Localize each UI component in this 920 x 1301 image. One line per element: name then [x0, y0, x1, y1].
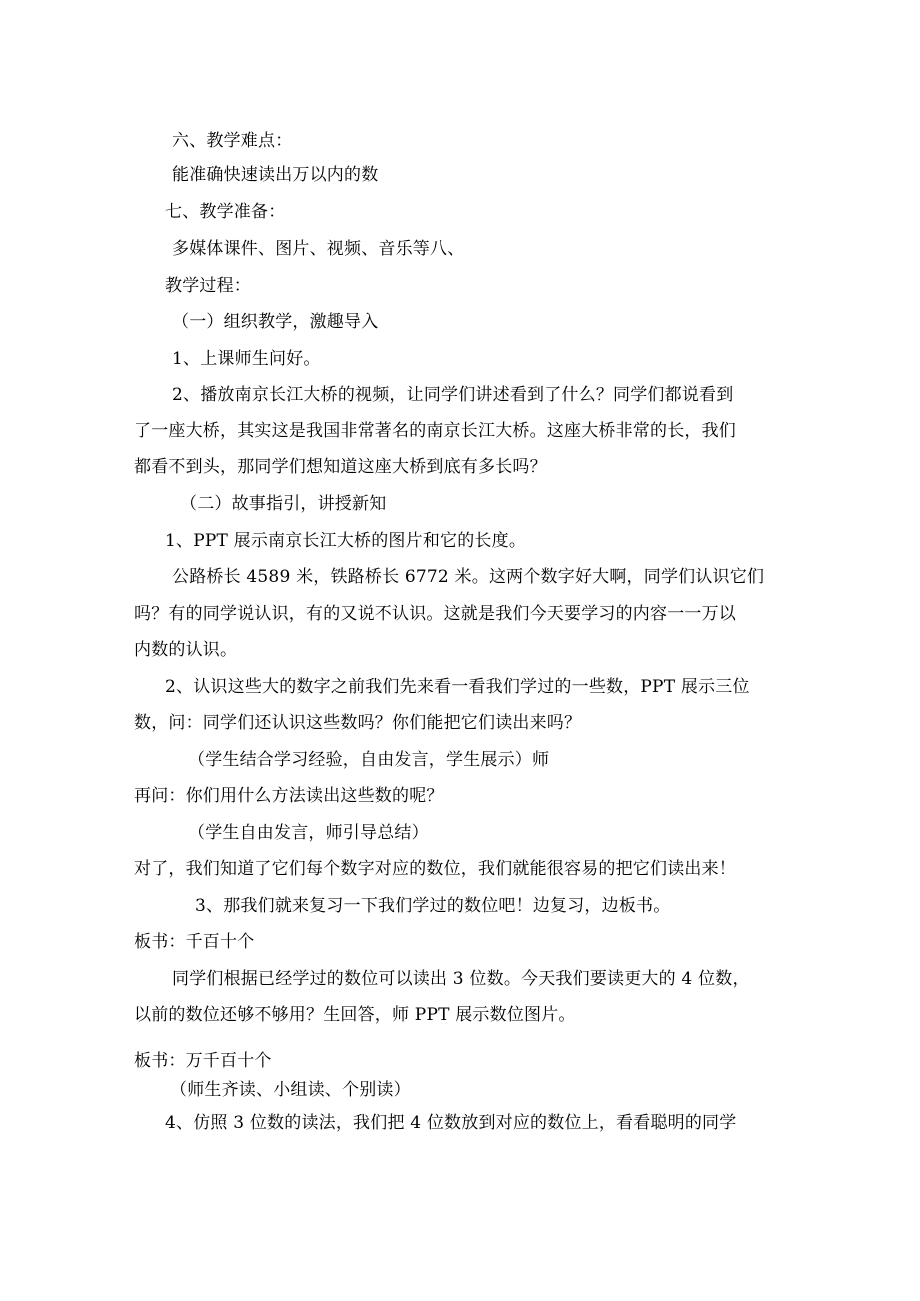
paragraph-line: 1、上课师生问好。 — [172, 349, 321, 369]
paragraph-line: 同学们根据已经学过的数位可以读出 3 位数。今天我们要读更大的 4 位数， — [172, 969, 750, 989]
paragraph-line: 多媒体课件、图片、视频、音乐等八、 — [172, 239, 465, 259]
paragraph-line: 4、仿照 3 位数的读法，我们把 4 位数放到对应的数位上，看看聪明的同学 — [165, 1113, 737, 1133]
board-writing-line: 板书：千百十个 — [134, 932, 255, 952]
paragraph-line: 1、PPT 展示南京长江大桥的图片和它的长度。 — [165, 531, 527, 551]
paragraph-line: （师生齐读、小组读、个别读） — [170, 1080, 411, 1100]
subsection-heading-1: （一）组织教学，激趣导入 — [172, 312, 379, 332]
paragraph-line: （学生结合学习经验，自由发言，学生展示）师 — [188, 750, 550, 770]
paragraph-line: 3、那我们就来复习一下我们学过的数位吧！边复习，边板书。 — [195, 896, 671, 916]
paragraph-line: 2、认识这些大的数字之前我们先来看一看我们学过的一些数，PPT 展示三位 — [165, 677, 750, 697]
paragraph-line: 数，问：同学们还认识这些数吗？你们能把它们读出来吗？ — [134, 713, 582, 733]
paragraph-line: 以前的数位还够不够用？生回答，师 PPT 展示数位图片。 — [134, 1005, 576, 1025]
subsection-heading-2: （二）故事指引，讲授新知 — [180, 494, 387, 514]
paragraph-line: 了一座大桥，其实这是我国非常著名的南京长江大桥。这座大桥非常的长，我们 — [134, 421, 736, 441]
paragraph-line: 能准确快速读出万以内的数 — [172, 165, 379, 185]
paragraph-line: （学生自由发言，师引导总结） — [188, 823, 429, 843]
paragraph-line: 对了，我们知道了它们每个数字对应的数位，我们就能很容易的把它们读出来！ — [134, 859, 736, 879]
paragraph-line: 都看不到头，那同学们想知道这座大桥到底有多长吗？ — [134, 457, 547, 477]
section-heading-difficulty: 六、教学难点： — [172, 131, 293, 151]
paragraph-line: 2、播放南京长江大桥的视频，让同学们讲述看到了什么？同学们都说看到 — [172, 385, 734, 405]
paragraph-line: 公路桥长 4589 米，铁路桥长 6772 米。这两个数字好大啊，同学们认识它们 — [172, 567, 765, 587]
paragraph-line: 内数的认识。 — [134, 640, 238, 660]
paragraph-line: 吗？有的同学说认识，有的又说不认识。这就是我们今天要学习的内容一一万以 — [134, 604, 736, 624]
board-writing-line: 板书：万千百十个 — [134, 1051, 272, 1071]
section-heading-preparation: 七、教学准备： — [165, 202, 286, 222]
section-heading-process: 教学过程： — [165, 276, 251, 296]
paragraph-line: 再问：你们用什么方法读出这些数的呢？ — [134, 786, 444, 806]
